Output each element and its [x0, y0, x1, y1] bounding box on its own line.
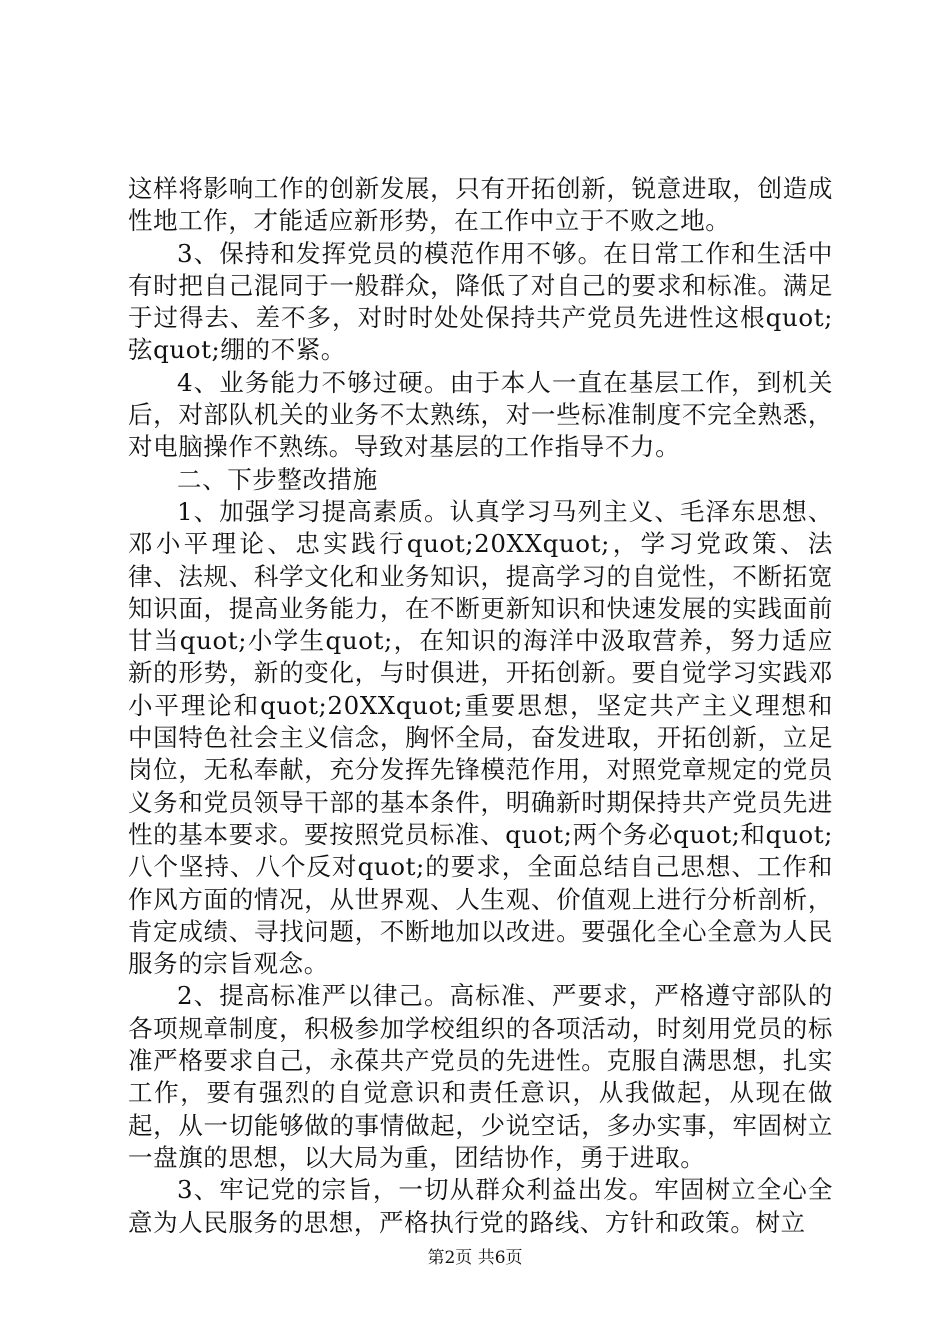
- paragraph-6: 3、牢记党的宗旨，一切从群众利益出发。牢固树立全心全意为人民服务的思想，严格执行党的路线、方针和政策。树立: [128, 1175, 833, 1237]
- document-body: [128, 173, 833, 1239]
- paragraph-3: 4、业务能力不够过硬。由于本人一直在基层工作，到机关后，对部队机关的业务不太熟练，对一些标准制度不完全熟悉，对电脑操作不熟练。导致对基层的工作指导不力。: [128, 367, 833, 462]
- paragraph-5: 2、提高标准严以律己。高标准、严要求，严格遵守部队的各项规章制度，积极参加学校组织的各项活动，时刻用党员的标准严格要求自己，永葆共产党员的先进性。克服自满思想，扎实工作，要有强烈的自觉意识和责任意识，从我做起，从现在做起，从一切能够做的事情做起，少说空话，多办实事，牢固树立一盘旗的思想，以大局为重，团结协作，勇于进取。: [128, 981, 833, 1172]
- page-footer: 第2页 共6页: [427, 1248, 523, 1268]
- paragraph-4: 1、加强学习提高素质。认真学习马列主义、毛泽东思想、邓小平理论、忠实践行quot;20XXquot;，学习党政策、法律、法规、科学文化和业务知识，提高学习的自觉性，不断拓宽知识面，提高业务能力，在不断更新知识和快速发展的实践面前甘当quot;小学生quot;，在知识的海洋中汲取营养，努力适应新的形势，新的变化，与时俱进，开拓创新。要自觉学习实践邓小平理论和quot;20XXquot;重要思想，坚定共产主义理想和中国特色社会主义信念，胸怀全局，奋发进取，开拓创新，立足岗位，无私奉献，充分发挥先锋模范作用，对照党章规定的党员义务和党员领导干部的基本条件，明确新时期保持共产党员先进性的基本要求。要按照党员标准、quot;两个务必quot;和quot;八个坚持、八个反对quot;的要求，全面总结自己思想、工作和作风方面的情况，从世界观、人生观、价值观上进行分析剖析，肯定成绩、寻找问题，不断地加以改进。要强化全心全意为人民服务的宗旨观念。: [128, 496, 833, 979]
- section-heading: 二、下步整改措施: [177, 464, 378, 494]
- paragraph-2: 3、保持和发挥党员的模范作用不够。在日常工作和生活中有时把自己混同于一般群众，降低了对自己的要求和标准。满足于过得去、差不多，对时时处处保持共产党员先进性这根quot;弦quot;绷的不紧。: [128, 238, 833, 365]
- paragraph-1: 这样将影响工作的创新发展，只有开拓创新，锐意进取，创造成性地工作，才能适应新形势，在工作中立于不败之地。: [128, 174, 833, 236]
